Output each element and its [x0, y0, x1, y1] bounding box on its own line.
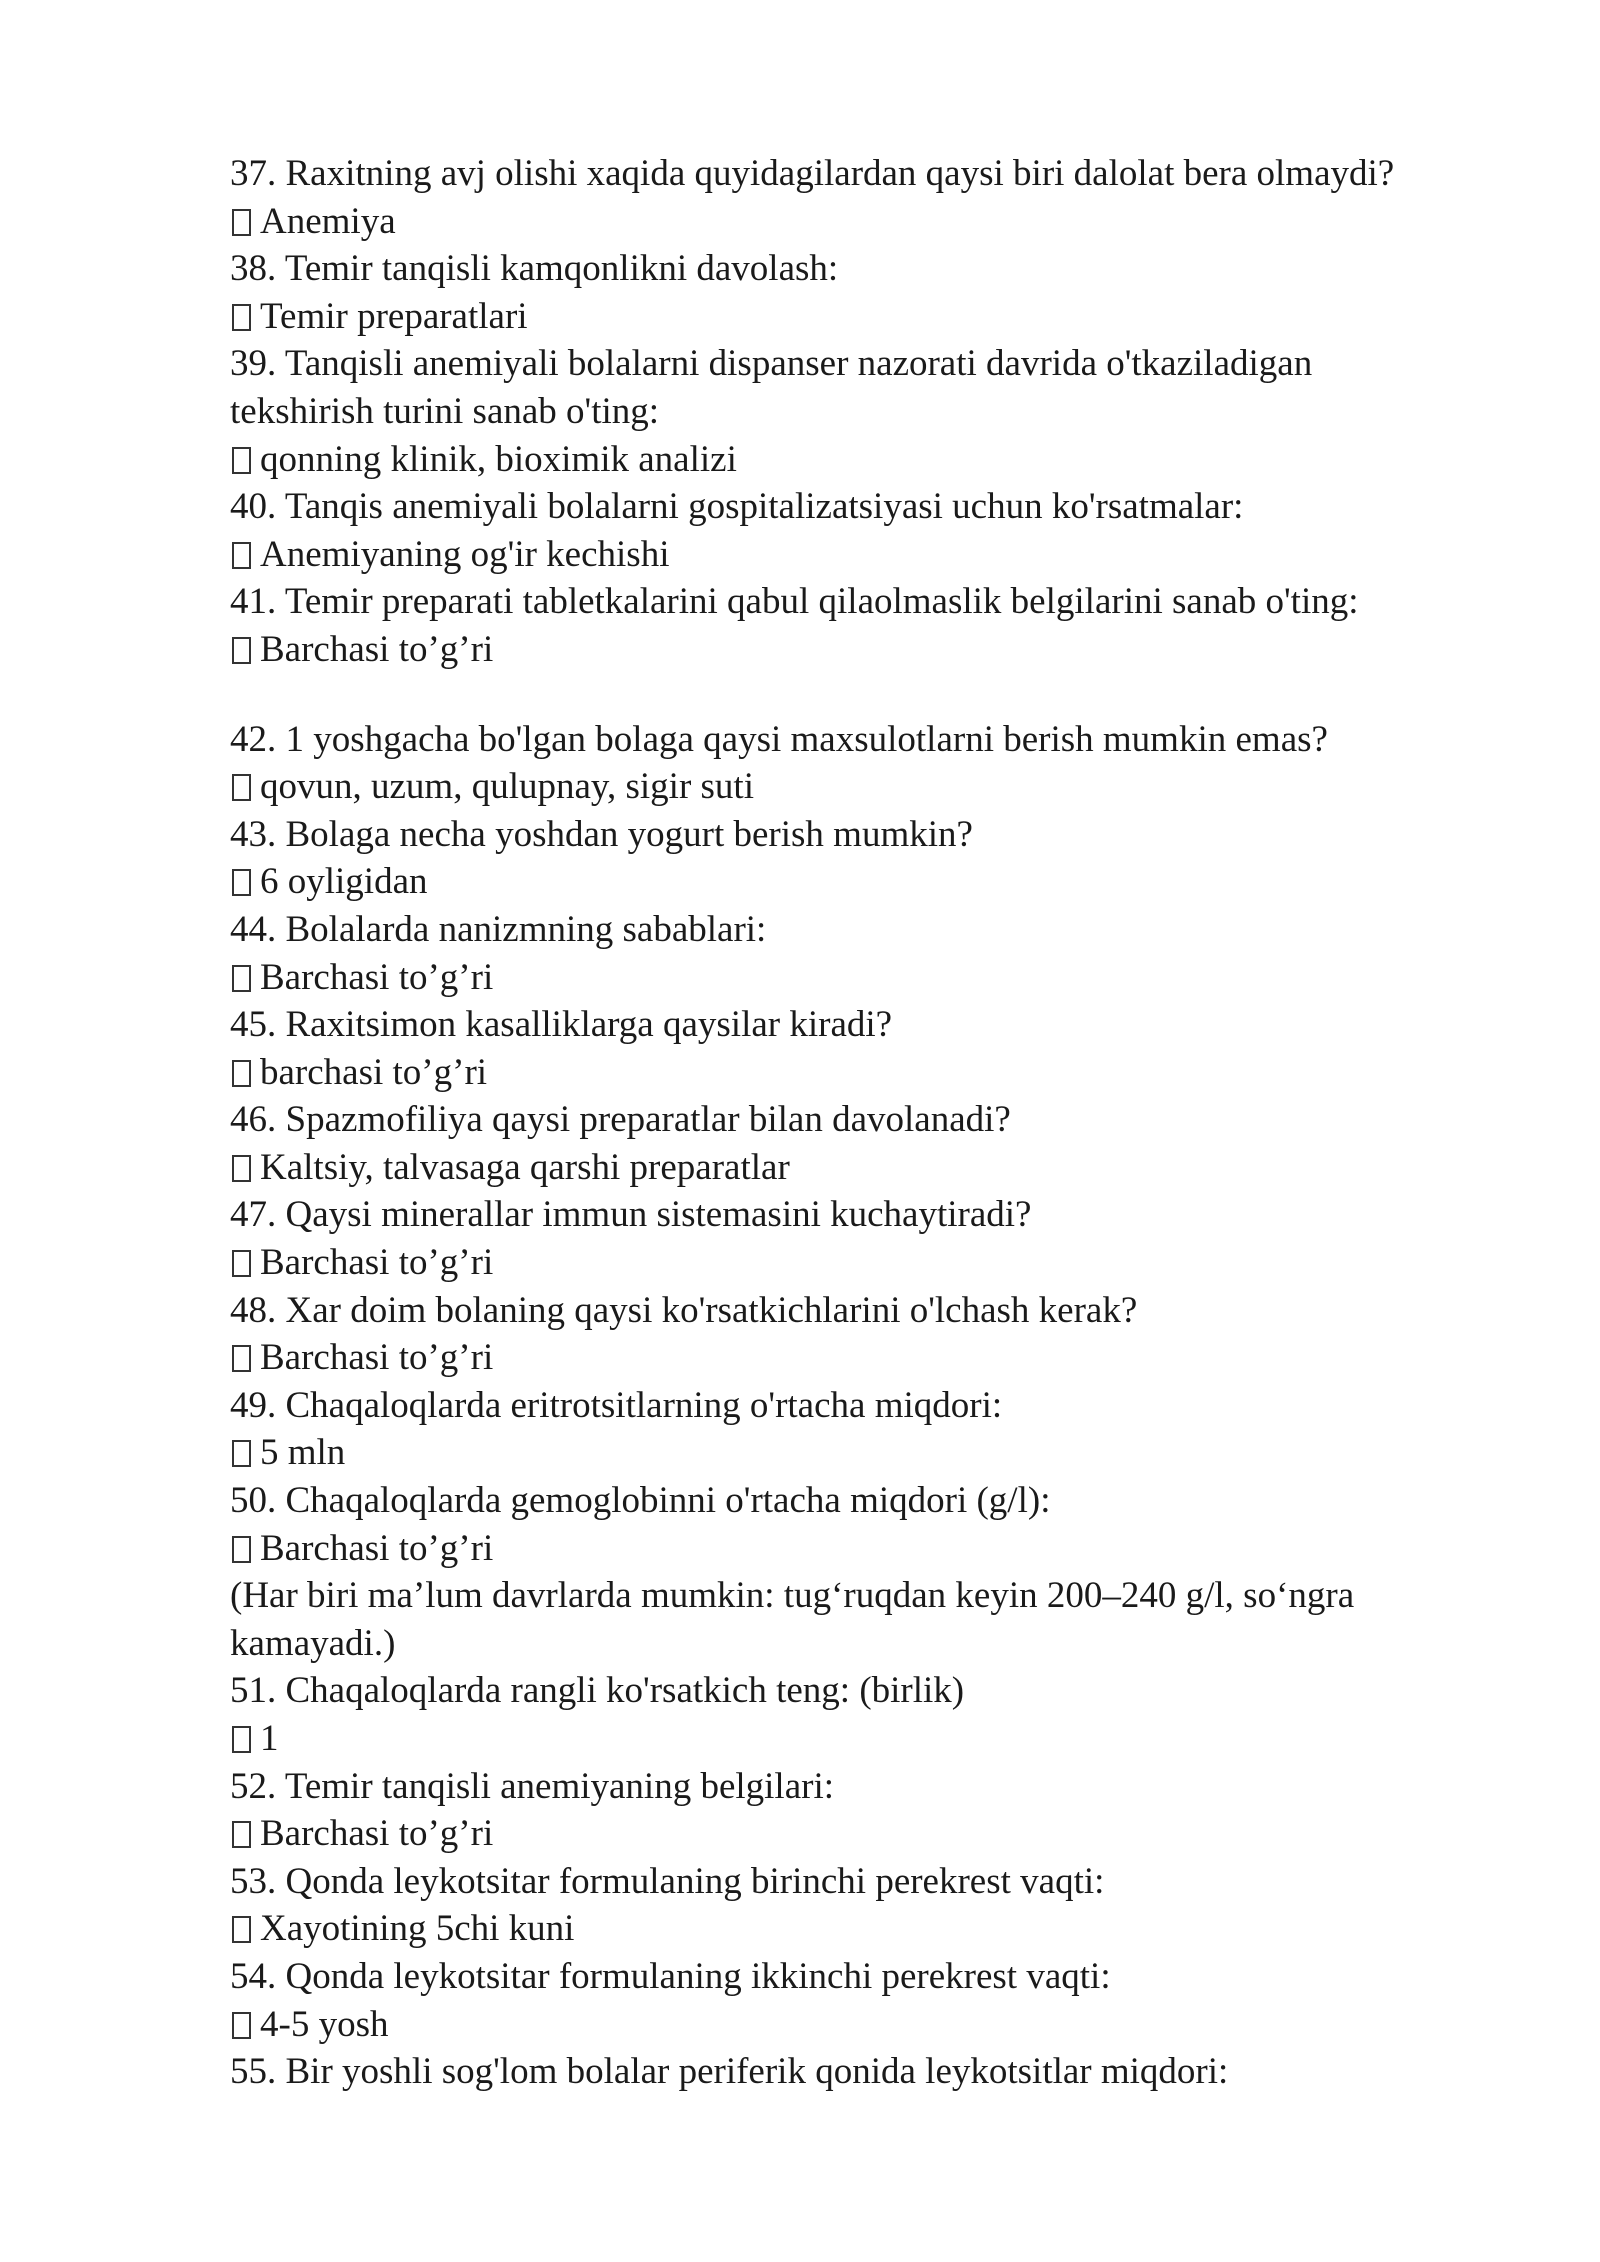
checkbox-icon [232, 965, 251, 992]
answer-48 [230, 1334, 1440, 1382]
checkbox-icon [232, 1916, 251, 1943]
question-37: 37. Raxitning avj olishi xaqida quyidagilardan qaysi biri dalolat bera olmaydi? [230, 153, 1395, 194]
question-54: 54. Qonda leykotsitar formulaning ikkinchi perekrest vaqti: [230, 1955, 1111, 1997]
answer-42 [230, 763, 1440, 811]
answer-text: 1 [260, 1718, 279, 1759]
question-51: 51. Chaqaloqlarda rangli ko'rsatkich teng: (birlik) [230, 1670, 965, 1712]
answer-41 [230, 626, 1440, 674]
answer-text: Temir preparatlari [260, 295, 528, 337]
question-53: 53. Qonda leykotsitar formulaning birinchi perekrest vaqti: [230, 1860, 1105, 1902]
checkbox-icon [232, 1440, 251, 1467]
checkbox-icon [232, 869, 251, 896]
question-38: 38. Temir tanqisli kamqonlikni davolash: [230, 248, 839, 290]
answer-text: Anemiya [260, 200, 396, 242]
answer-text: 4-5 yosh [260, 2003, 389, 2045]
checkbox-icon [232, 1155, 251, 1182]
question-48: 48. Xar doim bolaning qaysi ko'rsatkichlarini o'lchash kerak? [230, 1289, 1138, 1331]
checkbox-icon [232, 2012, 251, 2039]
answer-50 [230, 1525, 1440, 1573]
answer-44 [230, 954, 1440, 1002]
answer-39 [230, 436, 1440, 484]
answer-text: qonning klinik, bioximik analizi [260, 438, 737, 480]
checkbox-icon [232, 1821, 251, 1848]
answer-text: barchasi to’g’ri [260, 1051, 488, 1093]
question-44: 44. Bolalarda nanizmning sabablari: [230, 908, 767, 950]
checkbox-icon [232, 1345, 251, 1372]
answer-51 [230, 1715, 1440, 1763]
checkbox-icon [232, 1060, 251, 1087]
document-page [230, 150, 1440, 2096]
question-41: 41. Temir preparati tabletkalarini qabul qilaolmaslik belgilarini sanab o'ting: [230, 581, 1359, 623]
answer-45 [230, 1049, 1440, 1097]
answer-text: Anemiyaning og'ir kechishi [260, 533, 670, 575]
answer-text: Barchasi to’g’ri [260, 1242, 494, 1284]
answer-text: Barchasi to’g’ri [260, 956, 494, 998]
checkbox-icon [232, 542, 251, 569]
answer-47 [230, 1239, 1440, 1287]
answer-text: Barchasi to’g’ri [260, 1813, 494, 1855]
answer-text: Xayotining 5chi kuni [260, 1908, 575, 1950]
answer-text: Barchasi to’g’ri [260, 1527, 494, 1569]
question-40: 40. Tanqis anemiyali bolalarni gospitalizatsiyasi uchun ko'rsatmalar: [230, 486, 1244, 528]
checkbox-icon [232, 209, 251, 236]
checkbox-icon [232, 1250, 251, 1277]
answer-54 [230, 2001, 1440, 2049]
question-50: 50. Chaqaloqlarda gemoglobinni o'rtacha miqdori (g/l): [230, 1480, 1051, 1522]
answer-note-50: (Har biri ma’lum davrlarda mumkin: tug‘ruqdan keyin 200–240 g/l, so‘ngra kamayadi.) [230, 1575, 1355, 1664]
answer-52 [230, 1810, 1440, 1858]
checkbox-icon [232, 637, 251, 664]
answer-43 [230, 858, 1440, 906]
checkbox-icon [232, 1536, 251, 1563]
answer-text: qovun, uzum, qulupnay, sigir suti [260, 766, 754, 808]
answer-text: 5 mln [260, 1432, 346, 1474]
question-49: 49. Chaqaloqlarda eritrotsitlarning o'rtacha miqdori: [230, 1384, 1003, 1426]
checkbox-icon [232, 447, 251, 474]
checkbox-icon [232, 774, 251, 801]
question-55: 55. Bir yoshli sog'lom bolalar periferik qonida leykotsitlar miqdori: [230, 2051, 1229, 2093]
question-46: 46. Spazmofiliya qaysi preparatlar bilan davolanadi? [230, 1099, 1011, 1141]
question-45: 45. Raxitsimon kasalliklarga qaysilar kiradi? [230, 1004, 893, 1046]
question-47: 47. Qaysi minerallar immun sistemasini kuchaytiradi? [230, 1194, 1032, 1236]
answer-text: Barchasi to’g’ri [260, 628, 494, 670]
blank-line [230, 674, 1440, 716]
question-52: 52. Temir tanqisli anemiyaning belgilari: [230, 1765, 835, 1807]
answer-text: Barchasi to’g’ri [260, 1337, 494, 1379]
question-43: 43. Bolaga necha yoshdan yogurt berish mumkin? [230, 813, 973, 855]
answer-37 [230, 198, 1440, 246]
checkbox-icon [232, 304, 251, 331]
answer-text: Kaltsiy, talvasaga qarshi preparatlar [260, 1146, 790, 1188]
answer-text: 6 oyligidan [260, 861, 428, 903]
question-42: 42. 1 yoshgacha bo'lgan bolaga qaysi maxsulotlarni berish mumkin emas? [230, 718, 1328, 760]
answer-40 [230, 531, 1440, 579]
answer-38 [230, 293, 1440, 341]
answer-53 [230, 1905, 1440, 1953]
checkbox-icon [232, 1726, 251, 1753]
question-39: 39. Tanqisli anemiyali bolalarni dispanser nazorati davrida o'tkaziladigan tekshirish turini sanab o'ting: [230, 343, 1313, 432]
answer-49 [230, 1429, 1440, 1477]
answer-46 [230, 1144, 1440, 1192]
